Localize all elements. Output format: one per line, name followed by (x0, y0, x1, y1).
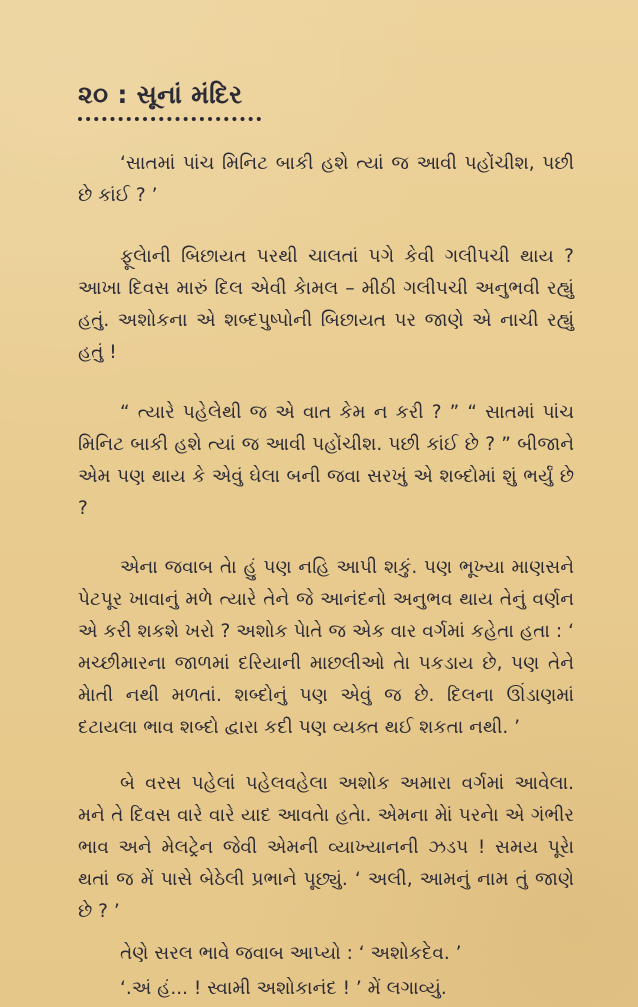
paragraph-3: “ ત્યારે પહેલેથી જ એ વાત કેમ ન કરી ? ” “ સાતમાં પાંચ મિનિટ બાકી હશે ત્યાં જ આવી પહોંચીશ. પછી કાંઈ છે ? ” બીજાને એમ પણ થાય કે એવું ઘેલા બની જવા સરખું એ શબ્દોમાં શું ભર્યું છે ? (78, 402, 574, 519)
paragraph-2: ફૂલેાની બિછાયત પરથી ચાલતાં પગે કેવી ગલીપચી થાય ? આખા દિવસ મારું દિલ એવી કેામલ – મીઠી ગલીપચી અનુભવી રહ્યું હતું. અશોકના એ શબ્દપુષ્પોની બિછાયત પર જાણે એ નાચી રહ્યું હતું ! (78, 246, 574, 363)
page-number-and-title: ૨૦ : સૂનાં મંદિર (78, 80, 243, 109)
paragraph-7: ‘.અં હં... ! સ્વામી અશોકાનંદ ! ’ મેં લગાવ્યું. (120, 978, 447, 999)
paragraph-5: બે વરસ પહેલાં પહેલવહેલા અશોક અમારા વર્ગમાં આવેલા. મને તે દિવસ વારે વારે યાદ આવતેા હતેા. એમના મેાં પરનેા એ ગંભીર ભાવ અને મેલટ્રેન જેવી એમની વ્યાખ્યાનની ઝડપ ! સમય પૂરેા થતાં જ મેં પાસે બેઠેલી પ્રભાને પૂછ્યું. ‘ અલી, આમનું નામ તું જાણે છે ? ’ (78, 773, 574, 922)
paragraph-6: તેણે સરલ ભાવે જવાબ આપ્યો : ‘ અશોકદેવ. ’ (120, 943, 462, 964)
paragraph-1: ‘સાતમાં પાંચ મિનિટ બાકી હશે ત્યાં જ આવી પહોંચીશ, પછી છે કાંઈ ? ’ (78, 153, 574, 206)
paragraph-4: એના જવાબ તેા હું પણ નહિ આપી શકું. પણ ભૂખ્યા માણસને પેટપૂર ખાવાનું મળે ત્યારે તેને જે આનંદનો અનુભવ થાય તેનું વર્ણન એ કરી શકશે ખરો ? અશોક પેાતે જ એક વાર વર્ગમાં કહેતા હતા : ‘ મચ્છીમારના જાળમાં દરિયાની માછલીઓ તેા પકડાય છે, પણ તેને મેાતી નથી મળતાં. શબ્દોનું પણ એવું જ છે. દિલના ઊંડાણમાં દટાયલા ભાવ શબ્દો દ્વારા કદી પણ વ્યક્ત થઈ શકતા નથી. ’ (78, 557, 574, 738)
page-content (78, 124, 574, 1005)
page-header (78, 82, 261, 121)
header-dotted-rule (78, 117, 261, 121)
